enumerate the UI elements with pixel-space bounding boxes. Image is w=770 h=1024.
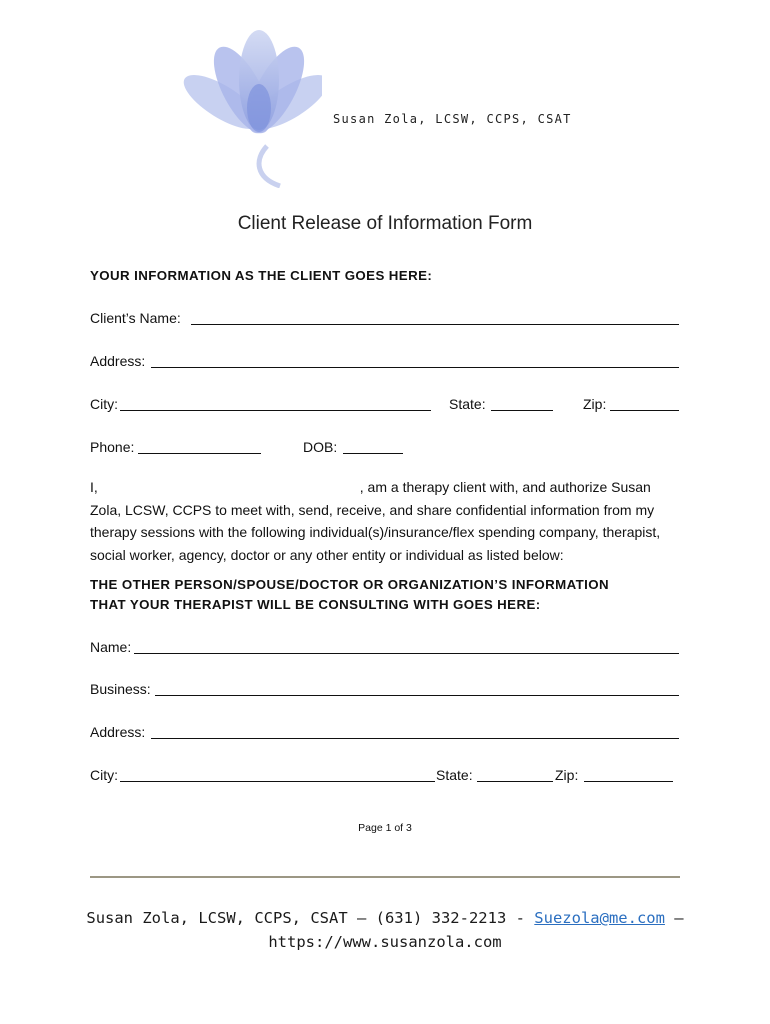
form-title: Client Release of Information Form xyxy=(237,213,533,234)
client-zip-field[interactable] xyxy=(610,398,679,411)
other-section-heading-line2: THAT YOUR THERAPIST WILL BE CONSULTING WITH GOES HERE: xyxy=(90,597,541,612)
other-business-label: Business: xyxy=(90,681,151,697)
authorization-paragraph xyxy=(90,476,680,566)
other-business-field[interactable] xyxy=(155,683,679,696)
other-section-heading-line1: THE OTHER PERSON/SPOUSE/DOCTOR OR ORGANIZATION’S INFORMATION xyxy=(90,577,609,592)
other-name-field[interactable] xyxy=(134,641,679,654)
client-section-heading: YOUR INFORMATION AS THE CLIENT GOES HERE: xyxy=(90,268,433,283)
client-phone-label: Phone: xyxy=(90,439,135,455)
other-state-field[interactable] xyxy=(477,769,553,782)
page-number: Page 1 of 3 xyxy=(358,822,412,834)
client-state-label: State: xyxy=(449,396,486,412)
other-address-field[interactable] xyxy=(151,726,679,739)
footer-email-link[interactable]: Suezola@me.com xyxy=(534,909,665,927)
footer-website[interactable]: https://www.susanzola.com xyxy=(268,933,502,951)
client-address-label: Address: xyxy=(90,353,146,369)
logo-text: Susan Zola, LCSW, CCPS, CSAT xyxy=(333,112,572,126)
lotus-logo-icon xyxy=(172,28,322,188)
client-name-label: Client’s Name: xyxy=(90,310,181,326)
authorization-text: , am a therapy client with, and authorize Susan Zola, LCSW, CCPS to meet with, send, receive, and share confidential information from my therapy sessions with the following individual(s)/insurance/flex spending company, therapist, social worker, agency, doctor or any other entity or individual as listed below: xyxy=(90,479,661,563)
footer-contact xyxy=(0,906,770,954)
other-zip-field[interactable] xyxy=(584,769,673,782)
footer-divider xyxy=(90,876,680,878)
other-city-field[interactable] xyxy=(120,769,435,782)
client-state-field[interactable] xyxy=(491,398,553,411)
other-state-label: State: xyxy=(436,767,473,783)
footer-contact-text: Susan Zola, LCSW, CCPS, CSAT – (631) 332-2213 - xyxy=(86,909,535,927)
other-name-label: Name: xyxy=(90,639,132,655)
client-dob-field[interactable] xyxy=(343,441,403,454)
client-city-label: City: xyxy=(90,396,118,412)
other-city-label: City: xyxy=(90,767,118,783)
other-zip-label: Zip: xyxy=(555,767,579,783)
client-address-field[interactable] xyxy=(151,355,679,368)
footer-contact-suffix: – xyxy=(664,909,684,927)
client-city-field[interactable] xyxy=(120,398,431,411)
authorization-prefix: I, xyxy=(90,479,98,495)
client-dob-label: DOB: xyxy=(303,439,338,455)
client-phone-field[interactable] xyxy=(138,441,261,454)
other-address-label: Address: xyxy=(90,724,146,740)
client-zip-label: Zip: xyxy=(583,396,607,412)
client-name-field[interactable] xyxy=(191,312,679,325)
